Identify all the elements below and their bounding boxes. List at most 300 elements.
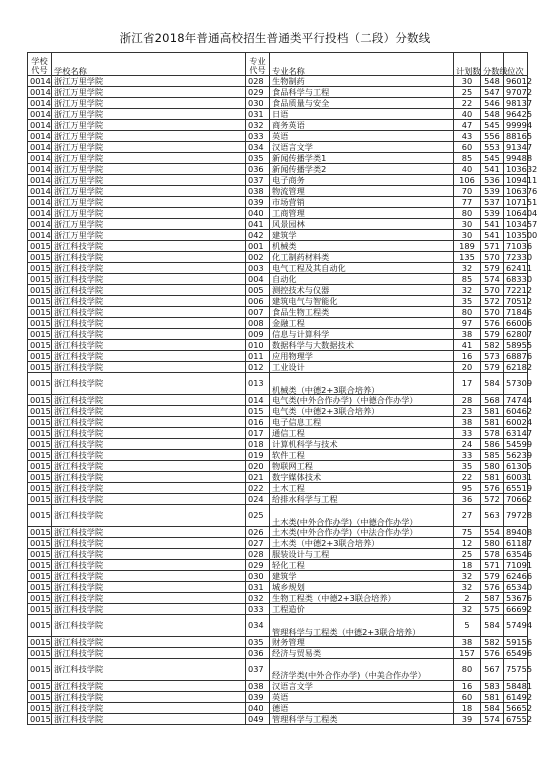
major-name-cell: 软件工程 xyxy=(270,450,454,461)
table-body xyxy=(28,75,538,725)
school-name-cell: 浙江科技学院 xyxy=(52,549,246,560)
major-name-cell: 经济学类(中外合作办学)（中美合作办学） xyxy=(270,659,454,681)
school-code-cell: 0014 xyxy=(28,197,52,208)
table-row xyxy=(28,142,528,153)
plan-cell: 32 xyxy=(454,263,481,274)
header-score: 分数线 xyxy=(481,53,504,76)
school-name-cell: 浙江科技学院 xyxy=(52,483,246,494)
school-code-cell: 0015 xyxy=(28,692,52,703)
table-row xyxy=(28,307,528,318)
school-code-cell: 0015 xyxy=(28,549,52,560)
school-code-cell: 0015 xyxy=(28,615,52,637)
plan-cell: 189 xyxy=(454,241,481,252)
school-name-cell: 浙江科技学院 xyxy=(52,472,246,483)
rank-cell: 96012 xyxy=(504,76,528,87)
major-name-cell: 物流管理 xyxy=(270,186,454,197)
table-row xyxy=(28,648,528,659)
major-code-cell: 034 xyxy=(246,615,270,637)
school-code-cell: 0014 xyxy=(28,230,52,241)
major-code-cell: 019 xyxy=(246,450,270,461)
school-name-cell: 浙江万里学院 xyxy=(52,98,246,109)
major-name-cell: 工业设计 xyxy=(270,362,454,373)
school-code-cell: 0015 xyxy=(28,373,52,395)
major-code-cell: 038 xyxy=(246,186,270,197)
school-name-cell: 浙江科技学院 xyxy=(52,274,246,285)
major-code-cell: 033 xyxy=(246,604,270,615)
table-row xyxy=(28,208,528,219)
school-name-cell: 浙江科技学院 xyxy=(52,428,246,439)
major-name-cell: 自动化 xyxy=(270,274,454,285)
school-name-cell: 浙江万里学院 xyxy=(52,109,246,120)
school-code-cell: 0015 xyxy=(28,593,52,604)
score-cell: 587 xyxy=(481,593,504,604)
school-name-cell: 浙江科技学院 xyxy=(52,307,246,318)
plan-cell: 47 xyxy=(454,120,481,131)
school-name-cell: 浙江万里学院 xyxy=(52,76,246,87)
major-code-cell: 017 xyxy=(246,428,270,439)
major-name-cell: 经济与贸易类 xyxy=(270,648,454,659)
plan-cell: 33 xyxy=(454,450,481,461)
rank-cell: 65519 xyxy=(504,483,528,494)
plan-cell: 18 xyxy=(454,703,481,714)
school-name-cell: 浙江科技学院 xyxy=(52,296,246,307)
table-row xyxy=(28,351,528,362)
major-name-cell: 食品生物工程类 xyxy=(270,307,454,318)
major-name-cell: 土木类(中外合作办学)（中法合作办学） xyxy=(270,527,454,538)
major-code-cell: 037 xyxy=(246,175,270,186)
major-name-cell: 轻化工程 xyxy=(270,560,454,571)
school-name-cell: 浙江万里学院 xyxy=(52,87,246,98)
school-name-cell: 浙江科技学院 xyxy=(52,703,246,714)
table-row xyxy=(28,527,528,538)
table-header xyxy=(28,53,528,76)
table-row xyxy=(28,230,528,241)
school-name-cell: 浙江万里学院 xyxy=(52,230,246,241)
header-school-code: 学校 代号 xyxy=(28,53,52,76)
header-school-name: 学校名称 xyxy=(52,53,246,76)
score-cell: 576 xyxy=(481,648,504,659)
score-cell: 586 xyxy=(481,439,504,450)
major-code-cell: 031 xyxy=(246,582,270,593)
rank-cell: 72212 xyxy=(504,285,528,296)
rank-cell: 88165 xyxy=(504,131,528,142)
major-name-cell: 计算机科学与技术 xyxy=(270,439,454,450)
school-code-cell: 0015 xyxy=(28,604,52,615)
rank-cell: 97072 xyxy=(504,87,528,98)
plan-cell: 32 xyxy=(454,571,481,582)
school-code-cell: 0015 xyxy=(28,274,52,285)
score-cell: 576 xyxy=(481,483,504,494)
major-name-cell: 建筑学 xyxy=(270,571,454,582)
major-name-cell: 工商管理 xyxy=(270,208,454,219)
rank-cell: 56239 xyxy=(504,450,528,461)
plan-cell: 36 xyxy=(454,494,481,505)
school-code-cell: 0015 xyxy=(28,340,52,351)
score-cell: 545 xyxy=(481,153,504,164)
plan-cell: 77 xyxy=(454,197,481,208)
score-cell: 579 xyxy=(481,263,504,274)
school-name-cell: 浙江科技学院 xyxy=(52,527,246,538)
table-row xyxy=(28,219,528,230)
rank-cell: 60024 xyxy=(504,417,528,428)
rank-cell: 71091 xyxy=(504,560,528,571)
school-name-cell: 浙江科技学院 xyxy=(52,285,246,296)
school-name-cell: 浙江科技学院 xyxy=(52,450,246,461)
major-name-cell: 通信工程 xyxy=(270,428,454,439)
school-name-cell: 浙江科技学院 xyxy=(52,395,246,406)
rank-cell: 106404 xyxy=(504,208,528,219)
plan-cell: 23 xyxy=(454,406,481,417)
plan-cell: 41 xyxy=(454,340,481,351)
major-code-cell: 036 xyxy=(246,648,270,659)
score-cell: 584 xyxy=(481,615,504,637)
table-row xyxy=(28,318,528,329)
school-code-cell: 0015 xyxy=(28,571,52,582)
table-row xyxy=(28,505,528,527)
score-cell: 541 xyxy=(481,164,504,175)
major-code-cell: 008 xyxy=(246,318,270,329)
major-code-cell: 025 xyxy=(246,505,270,527)
major-name-cell: 数字媒体技术 xyxy=(270,472,454,483)
score-cell: 553 xyxy=(481,142,504,153)
header-plan: 计划数 xyxy=(454,53,481,76)
table-row xyxy=(28,571,528,582)
table-row xyxy=(28,98,528,109)
score-cell: 563 xyxy=(481,505,504,527)
rank-cell: 62411 xyxy=(504,263,528,274)
school-name-cell: 浙江科技学院 xyxy=(52,692,246,703)
plan-cell: 2 xyxy=(454,593,481,604)
plan-cell: 60 xyxy=(454,142,481,153)
school-name-cell: 浙江科技学院 xyxy=(52,263,246,274)
plan-cell: 18 xyxy=(454,560,481,571)
school-code-cell: 0015 xyxy=(28,483,52,494)
school-code-cell: 0015 xyxy=(28,329,52,340)
major-code-cell: 032 xyxy=(246,593,270,604)
major-code-cell: 035 xyxy=(246,153,270,164)
table-row xyxy=(28,472,528,483)
rank-cell: 70512 xyxy=(504,296,528,307)
school-code-cell: 0014 xyxy=(28,87,52,98)
major-name-cell: 电气工程及其自动化 xyxy=(270,263,454,274)
school-code-cell: 0015 xyxy=(28,395,52,406)
major-name-cell: 建筑电气与智能化 xyxy=(270,296,454,307)
score-cell: 575 xyxy=(481,604,504,615)
major-name-cell: 商务英语 xyxy=(270,120,454,131)
plan-cell: 32 xyxy=(454,285,481,296)
plan-cell: 80 xyxy=(454,307,481,318)
major-name-cell: 市场营销 xyxy=(270,197,454,208)
plan-cell: 32 xyxy=(454,604,481,615)
score-cell: 545 xyxy=(481,120,504,131)
school-name-cell: 浙江科技学院 xyxy=(52,417,246,428)
school-code-cell: 0014 xyxy=(28,186,52,197)
score-cell: 580 xyxy=(481,461,504,472)
plan-cell: 60 xyxy=(454,692,481,703)
major-name-cell: 物联网工程 xyxy=(270,461,454,472)
major-name-cell: 电子信息工程 xyxy=(270,417,454,428)
table-row xyxy=(28,417,528,428)
table-row xyxy=(28,274,528,285)
major-name-cell: 汉语言文学 xyxy=(270,142,454,153)
rank-cell: 61492 xyxy=(504,692,528,703)
plan-cell: 35 xyxy=(454,461,481,472)
plan-cell: 38 xyxy=(454,637,481,648)
rank-cell: 79728 xyxy=(504,505,528,527)
major-name-cell: 生物工程类（中德2+3联合培养） xyxy=(270,593,454,604)
table-row xyxy=(28,373,528,395)
plan-cell: 85 xyxy=(454,153,481,164)
school-code-cell: 0015 xyxy=(28,285,52,296)
plan-cell: 16 xyxy=(454,351,481,362)
table-row xyxy=(28,538,528,549)
plan-cell: 157 xyxy=(454,648,481,659)
rank-cell: 62182 xyxy=(504,362,528,373)
header-major-name: 专业名称 xyxy=(270,53,454,76)
table-row xyxy=(28,241,528,252)
table-row xyxy=(28,109,528,120)
school-code-cell: 0015 xyxy=(28,538,52,549)
school-code-cell: 0015 xyxy=(28,560,52,571)
school-code-cell: 0015 xyxy=(28,296,52,307)
plan-cell: 30 xyxy=(454,219,481,230)
school-code-cell: 0015 xyxy=(28,362,52,373)
major-name-cell: 德语 xyxy=(270,703,454,714)
rank-cell: 60031 xyxy=(504,472,528,483)
page-title: 浙江省2018年普通高校招生普通类平行投档（二段）分数线 xyxy=(119,31,431,45)
rank-cell: 59156 xyxy=(504,637,528,648)
score-cell: 554 xyxy=(481,527,504,538)
school-code-cell: 0015 xyxy=(28,659,52,681)
score-cell: 580 xyxy=(481,538,504,549)
plan-cell: 85 xyxy=(454,274,481,285)
rank-cell: 71846 xyxy=(504,307,528,318)
school-code-cell: 0015 xyxy=(28,703,52,714)
school-code-cell: 0015 xyxy=(28,450,52,461)
score-cell: 582 xyxy=(481,340,504,351)
header-rank: 位次 xyxy=(504,53,528,76)
plan-cell: 30 xyxy=(454,230,481,241)
major-name-cell: 食品科学与工程 xyxy=(270,87,454,98)
school-code-cell: 0015 xyxy=(28,461,52,472)
score-cell: 581 xyxy=(481,472,504,483)
table-row xyxy=(28,395,528,406)
school-name-cell: 浙江科技学院 xyxy=(52,604,246,615)
score-cell: 576 xyxy=(481,318,504,329)
school-name-cell: 浙江科技学院 xyxy=(52,714,246,725)
score-cell: 546 xyxy=(481,98,504,109)
major-name-cell: 化工制药材料类 xyxy=(270,252,454,263)
rank-cell: 74744 xyxy=(504,395,528,406)
school-code-cell: 0014 xyxy=(28,219,52,230)
school-code-cell: 0015 xyxy=(28,318,52,329)
major-code-cell: 038 xyxy=(246,681,270,692)
school-code-cell: 0014 xyxy=(28,153,52,164)
major-code-cell: 030 xyxy=(246,571,270,582)
score-cell: 582 xyxy=(481,637,504,648)
major-name-cell: 土木类（中德2+3联合培养） xyxy=(270,538,454,549)
table-row xyxy=(28,549,528,560)
plan-cell: 22 xyxy=(454,98,481,109)
header-major-code: 专业 代号 xyxy=(246,53,270,76)
table-row xyxy=(28,153,528,164)
major-name-cell: 电子商务 xyxy=(270,175,454,186)
major-name-cell: 管理科学与工程类 xyxy=(270,714,454,725)
school-code-cell: 0014 xyxy=(28,76,52,87)
school-name-cell: 浙江科技学院 xyxy=(52,439,246,450)
major-code-cell: 027 xyxy=(246,538,270,549)
school-code-cell: 0015 xyxy=(28,505,52,527)
table-row xyxy=(28,197,528,208)
plan-cell: 40 xyxy=(454,164,481,175)
major-name-cell: 金融工程 xyxy=(270,318,454,329)
table-row xyxy=(28,461,528,472)
school-name-cell: 浙江科技学院 xyxy=(52,494,246,505)
school-name-cell: 浙江科技学院 xyxy=(52,373,246,395)
school-code-cell: 0015 xyxy=(28,406,52,417)
rank-cell: 68330 xyxy=(504,274,528,285)
major-code-cell: 002 xyxy=(246,252,270,263)
major-code-cell: 009 xyxy=(246,329,270,340)
plan-cell: 38 xyxy=(454,417,481,428)
school-code-cell: 0014 xyxy=(28,131,52,142)
score-cell: 570 xyxy=(481,252,504,263)
school-code-cell: 0015 xyxy=(28,252,52,263)
table-row xyxy=(28,285,528,296)
major-name-cell: 食品质量与安全 xyxy=(270,98,454,109)
plan-cell: 70 xyxy=(454,186,481,197)
major-name-cell: 电气类(中外合作办学)（中德合作办学） xyxy=(270,395,454,406)
rank-cell: 89408 xyxy=(504,527,528,538)
major-code-cell: 022 xyxy=(246,483,270,494)
rank-cell: 57494 xyxy=(504,615,528,637)
rank-cell: 96425 xyxy=(504,109,528,120)
plan-cell: 22 xyxy=(454,472,481,483)
school-code-cell: 0014 xyxy=(28,142,52,153)
rank-cell: 103500 xyxy=(504,230,528,241)
table-row xyxy=(28,362,528,373)
major-code-cell: 042 xyxy=(246,230,270,241)
score-cell: 572 xyxy=(481,494,504,505)
major-name-cell: 新闻传播学类2 xyxy=(270,164,454,175)
rank-cell: 99488 xyxy=(504,153,528,164)
school-code-cell: 0015 xyxy=(28,637,52,648)
school-code-cell: 0015 xyxy=(28,263,52,274)
school-name-cell: 浙江万里学院 xyxy=(52,186,246,197)
major-name-cell: 风景园林 xyxy=(270,219,454,230)
major-code-cell: 032 xyxy=(246,120,270,131)
major-code-cell: 037 xyxy=(246,659,270,681)
table-row xyxy=(28,681,528,692)
school-code-cell: 0015 xyxy=(28,472,52,483)
rank-cell: 106376 xyxy=(504,186,528,197)
major-code-cell: 033 xyxy=(246,131,270,142)
school-name-cell: 浙江科技学院 xyxy=(52,538,246,549)
rank-cell: 107151 xyxy=(504,197,528,208)
table-row xyxy=(28,494,528,505)
school-name-cell: 浙江科技学院 xyxy=(52,461,246,472)
major-name-cell: 电气类（中德2+3联合培养） xyxy=(270,406,454,417)
major-code-cell: 040 xyxy=(246,208,270,219)
major-code-cell: 016 xyxy=(246,417,270,428)
school-name-cell: 浙江万里学院 xyxy=(52,131,246,142)
score-cell: 579 xyxy=(481,571,504,582)
plan-cell: 80 xyxy=(454,208,481,219)
rank-cell: 57309 xyxy=(504,373,528,395)
school-name-cell: 浙江科技学院 xyxy=(52,362,246,373)
school-name-cell: 浙江万里学院 xyxy=(52,142,246,153)
plan-cell: 30 xyxy=(454,76,481,87)
rank-cell: 70662 xyxy=(504,494,528,505)
rank-cell: 68876 xyxy=(504,351,528,362)
school-code-cell: 0015 xyxy=(28,648,52,659)
rank-cell: 103457 xyxy=(504,219,528,230)
score-cell: 581 xyxy=(481,692,504,703)
plan-cell: 106 xyxy=(454,175,481,186)
school-name-cell: 浙江科技学院 xyxy=(52,560,246,571)
major-name-cell: 英语 xyxy=(270,131,454,142)
table-row xyxy=(28,582,528,593)
plan-cell: 135 xyxy=(454,252,481,263)
rank-cell: 99994 xyxy=(504,120,528,131)
school-code-cell: 0015 xyxy=(28,351,52,362)
table-row xyxy=(28,659,528,681)
school-name-cell: 浙江万里学院 xyxy=(52,208,246,219)
rank-cell: 103632 xyxy=(504,164,528,175)
rank-cell: 61305 xyxy=(504,461,528,472)
school-code-cell: 0014 xyxy=(28,175,52,186)
score-cell: 581 xyxy=(481,417,504,428)
table-row xyxy=(28,560,528,571)
school-code-cell: 0014 xyxy=(28,98,52,109)
score-cell: 537 xyxy=(481,197,504,208)
major-name-cell: 土木类(中外合作办学)（中德合作办学） xyxy=(270,505,454,527)
rank-cell: 91347 xyxy=(504,142,528,153)
school-name-cell: 浙江科技学院 xyxy=(52,406,246,417)
school-name-cell: 浙江科技学院 xyxy=(52,329,246,340)
major-code-cell: 029 xyxy=(246,87,270,98)
major-name-cell: 信息与计算科学 xyxy=(270,329,454,340)
major-code-cell: 035 xyxy=(246,637,270,648)
school-name-cell: 浙江科技学院 xyxy=(52,571,246,582)
table-row xyxy=(28,593,528,604)
major-code-cell: 006 xyxy=(246,296,270,307)
score-cell: 556 xyxy=(481,131,504,142)
major-code-cell: 014 xyxy=(246,395,270,406)
score-cell: 536 xyxy=(481,175,504,186)
major-name-cell: 给排水科学与工程 xyxy=(270,494,454,505)
major-code-cell: 028 xyxy=(246,549,270,560)
school-name-cell: 浙江科技学院 xyxy=(52,505,246,527)
plan-cell: 33 xyxy=(454,428,481,439)
major-code-cell: 007 xyxy=(246,307,270,318)
plan-cell: 25 xyxy=(454,549,481,560)
plan-cell: 38 xyxy=(454,329,481,340)
school-name-cell: 浙江万里学院 xyxy=(52,175,246,186)
school-name-cell: 浙江科技学院 xyxy=(52,318,246,329)
major-name-cell: 新闻传播学类1 xyxy=(270,153,454,164)
score-cell: 581 xyxy=(481,406,504,417)
major-name-cell: 机械类 xyxy=(270,241,454,252)
major-code-cell: 041 xyxy=(246,219,270,230)
major-code-cell: 031 xyxy=(246,109,270,120)
school-code-cell: 0014 xyxy=(28,208,52,219)
school-code-cell: 0015 xyxy=(28,417,52,428)
rank-cell: 61187 xyxy=(504,538,528,549)
table-row xyxy=(28,296,528,307)
table-row xyxy=(28,186,528,197)
table-row xyxy=(28,406,528,417)
